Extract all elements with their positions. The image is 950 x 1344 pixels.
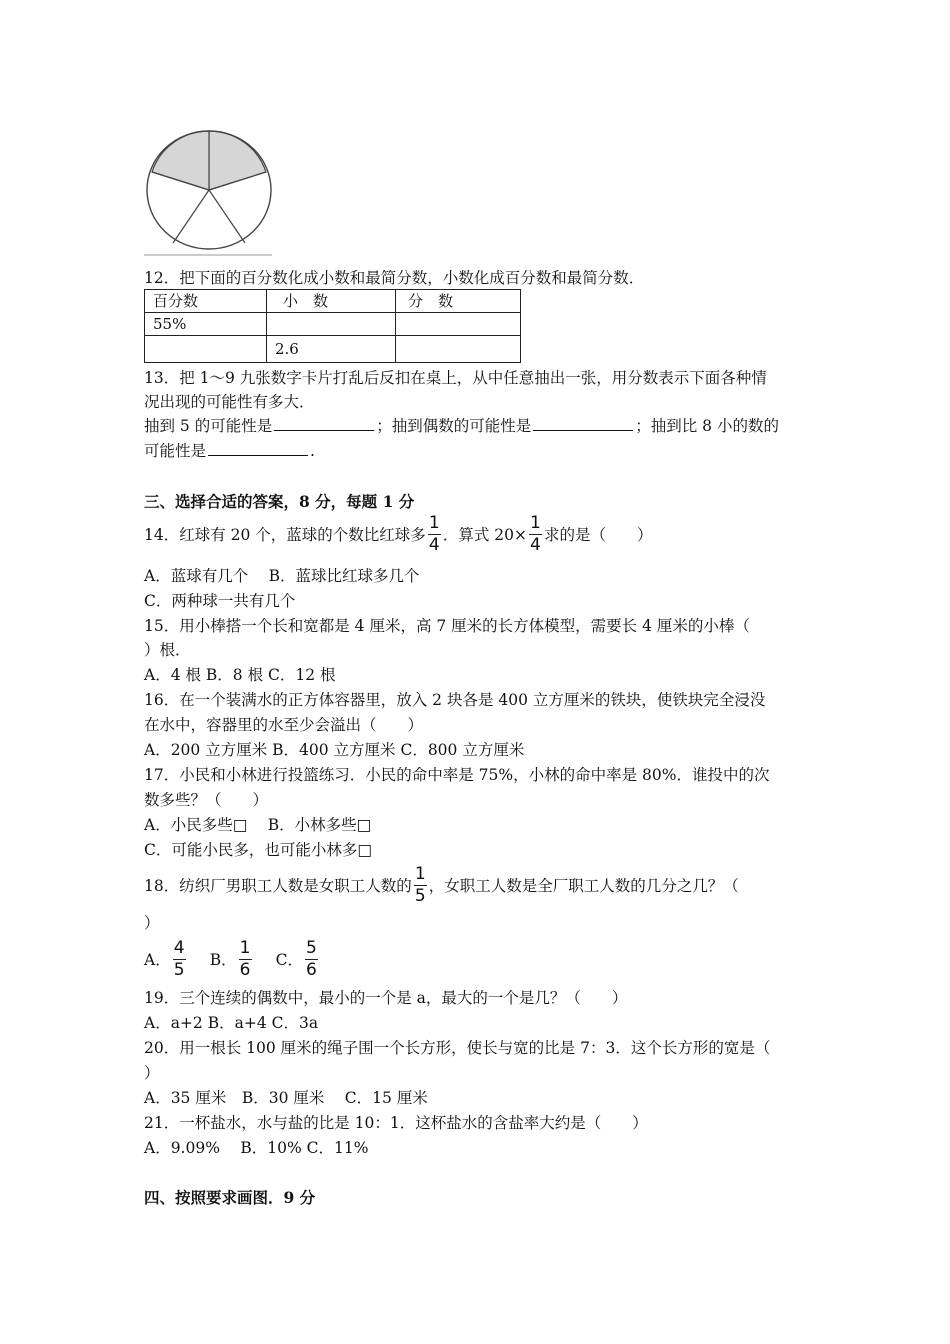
- option-b[interactable]: B．蓝球比红球多几个: [268, 567, 420, 585]
- q18-text-b: ，女职工人数是全厂职工人数的几分之几？（: [428, 877, 739, 895]
- q17-line2: 数多些？（ ）: [144, 791, 269, 809]
- answer-blank[interactable]: [274, 414, 374, 431]
- fraction-denominator: 6: [239, 959, 251, 980]
- option-c-label[interactable]: C．: [275, 951, 303, 969]
- q17-options-ab[interactable]: A．小民多些□ B．小林多些□: [144, 816, 372, 834]
- radius-line: [173, 190, 209, 243]
- option-a-label[interactable]: A．: [144, 951, 171, 969]
- table-cell: 55%: [145, 313, 267, 336]
- table-row: [145, 336, 521, 363]
- fraction-denominator: 4: [530, 534, 541, 555]
- table-cell: [396, 336, 521, 363]
- q15-options[interactable]: A．4 根 B．8 根 C．12 根: [144, 666, 336, 684]
- q14-text-c: 求的是（ ）: [543, 526, 653, 544]
- q14-text-a: 14．红球有 20 个，蓝球的个数比红球多: [144, 526, 426, 544]
- q13-part3: ；抽到比 8 小的数的: [635, 417, 779, 435]
- q13-line3: [144, 414, 779, 438]
- q18-line1: [144, 862, 739, 908]
- q13-line1: 13．把 1～9 九张数字卡片打乱后反扣在桌上，从中任意抽出一张，用分数表示下面各种情: [144, 369, 767, 387]
- table-header-row: [145, 290, 521, 313]
- q13-end: .: [310, 442, 315, 460]
- q13-part4: 可能性是: [144, 442, 207, 460]
- q18-options: [144, 937, 320, 981]
- q15-line2: ）根．: [144, 641, 191, 659]
- q12-text: 12．把下面的百分数化成小数和最简分数，小数化成百分数和最简分数．: [144, 269, 645, 287]
- q18-line2: ）: [144, 914, 160, 932]
- q16-line2: 在水中，容器里的水至少会溢出（ ）: [144, 716, 424, 734]
- option-a[interactable]: A．蓝球有几个: [144, 567, 249, 585]
- q15-line1: 15．用小棒搭一个长和宽都是 4 厘米，高 7 厘米的长方体模型，需要长 4 厘米的小棒（: [144, 617, 750, 635]
- table-row: [145, 313, 521, 336]
- q17-line1: 17．小民和小林进行投篮练习．小民的命中率是 75%，小林的命中率是 80%．谁投中的次: [144, 766, 770, 784]
- fraction-denominator: 6: [306, 959, 317, 980]
- fraction-numerator: 1: [428, 512, 440, 533]
- q19-options[interactable]: A．a+2 B．a+4 C．3a: [144, 1014, 319, 1032]
- q20-line1: 20．用一根长 100 厘米的绳子围一个长方形，使长与宽的比是 7：3．这个长方形的宽是（: [144, 1039, 771, 1057]
- answer-blank[interactable]: [533, 414, 633, 431]
- section4-title: 四、按照要求画图．9 分: [144, 1188, 316, 1207]
- q19-line1: 19．三个连续的偶数中，最小的一个是 a，最大的一个是几？（ ）: [144, 989, 628, 1007]
- fraction: [414, 863, 427, 906]
- q13-line4: [144, 439, 315, 463]
- fraction-denominator: 5: [173, 959, 185, 980]
- table-header-cell: 百分数: [145, 290, 267, 313]
- q14-line1: [144, 512, 652, 556]
- table-cell: 2.6: [267, 336, 396, 363]
- table-cell: [267, 313, 396, 336]
- q14-options-ab: [144, 564, 420, 588]
- fraction-denominator: 5: [414, 885, 426, 906]
- fraction-numerator: 5: [306, 937, 317, 958]
- option-a-fraction[interactable]: [173, 937, 186, 980]
- fraction-numerator: 1: [530, 512, 541, 533]
- pie-figure: [140, 128, 276, 258]
- fraction: [428, 512, 441, 555]
- q14-text-b: ．算式 20×: [442, 526, 527, 544]
- fraction-numerator: 1: [239, 937, 251, 958]
- q13-line2: 况出现的可能性有多大．: [144, 393, 315, 411]
- conversion-table: [144, 289, 521, 363]
- table-cell: [145, 336, 267, 363]
- q13-part1: 抽到 5 的可能性是: [144, 417, 273, 435]
- q13-part2: ；抽到偶数的可能性是: [376, 417, 532, 435]
- option-b-label[interactable]: B．: [209, 951, 237, 969]
- table-header-cell: 分 数: [396, 290, 521, 313]
- table-cell: [396, 313, 521, 336]
- table-header-cell: 小 数: [267, 290, 396, 313]
- fraction: [529, 512, 542, 555]
- fraction-numerator: 4: [173, 937, 185, 958]
- fraction-denominator: 4: [428, 534, 440, 555]
- q21-options[interactable]: A．9.09% B．10% C．11%: [144, 1139, 369, 1157]
- q20-options[interactable]: A．35 厘米 B．30 厘米 C．15 厘米: [144, 1089, 428, 1107]
- q17-option-c[interactable]: C．可能小民多，也可能小林多□: [144, 841, 373, 859]
- q21-line1: 21．一杯盐水，水与盐的比是 10：1．这杯盐水的含盐率大约是（ ）: [144, 1114, 648, 1132]
- option-b-fraction[interactable]: [239, 937, 252, 980]
- radius-line: [209, 190, 245, 243]
- answer-blank[interactable]: [208, 439, 308, 456]
- q20-line2: ）: [144, 1064, 160, 1082]
- q16-line1: 16．在一个装满水的正方体容器里，放入 2 块各是 400 立方厘米的铁块，使铁块完全浸没: [144, 691, 766, 709]
- q16-options[interactable]: A．200 立方厘米 B．400 立方厘米 C．800 立方厘米: [144, 741, 525, 759]
- q18-text-a: 18．纺织厂男职工人数是女职工人数的: [144, 877, 412, 895]
- option-c-fraction[interactable]: [305, 937, 318, 980]
- section3-title: 三、选择合适的答案，8 分，每题 1 分: [144, 492, 415, 511]
- option-c[interactable]: C．两种球一共有几个: [144, 592, 296, 610]
- fraction-numerator: 1: [414, 863, 426, 884]
